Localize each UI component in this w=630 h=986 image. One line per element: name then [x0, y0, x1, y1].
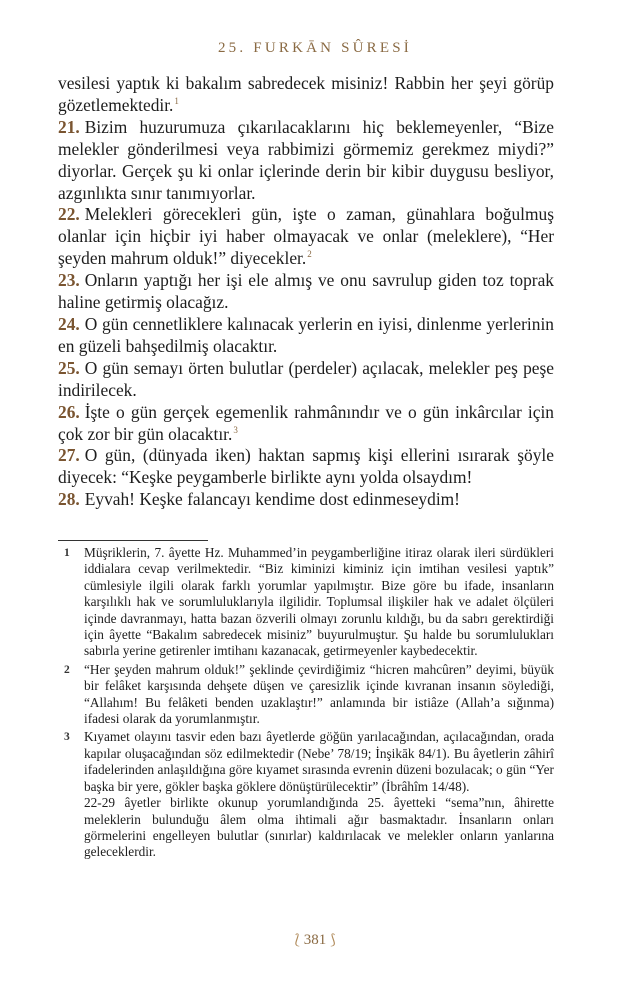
footnote-paragraph: Kıyamet olayını tasvir eden bazı âyetlerde göğün yarılacağından, açılacağından, orada kapılar oluşacağından söz edilmektedir (Nebe’ 78/19; İnşikāk 84/1). Bu âyetlerin zâhirî ifadelerinden anlaşıldığına göre kıyamet sırasında evrenin düzeni bozulacak; o gün “Yer başka bir yere, gökler başka göklere dönüştürülecektir” (İbrâhîm 14/48). [84, 729, 554, 794]
footnote-number: 3 [64, 731, 70, 744]
footnote-ref[interactable]: 3 [233, 424, 238, 435]
verse-number: 28. [58, 489, 80, 510]
verse [58, 358, 554, 402]
verse-text: İşte o gün gerçek egemenlik rahmânındır ve o gün inkârcılar için çok zor bir gün olacaktır. [58, 401, 554, 444]
verse-body [58, 73, 554, 511]
footnote [58, 729, 554, 860]
footnote-text [84, 545, 554, 660]
verse-number: 22. [58, 204, 80, 225]
footnotes [58, 545, 554, 863]
verse-number: 24. [58, 313, 80, 334]
footnote [58, 662, 554, 728]
footnote-text [84, 662, 554, 728]
verse-text: Onların yaptığı her işi ele almış ve onu savrulup giden toz toprak haline getirmiş olacağız. [58, 270, 554, 313]
verse-number: 25. [58, 357, 80, 378]
verse-text: O gün cennetliklere kalınacak yerlerin en iyisi, dinlenme yerlerinin en güzeli bahşedilmiş olacaktır. [58, 313, 554, 356]
footnote-paragraph: “Her şeyden mahrum olduk!” şeklinde çevirdiğimiz “hicren mahcûren” deyimi, büyük bir felâket karşısında dehşete düşen ve çaresizlik içinde kıvranan insanın söylediği, “Allahım! Bu felâketi benden uzaklaştır!” anlamında bir istiâze (Allah’a sığınma) ifadesi olarak da yorumlanmıştır. [84, 661, 554, 727]
footnote-ref[interactable]: 1 [174, 96, 179, 107]
verse-list [58, 117, 554, 511]
verse-number: 23. [58, 270, 80, 291]
verse [58, 204, 554, 270]
verse-number: 21. [58, 116, 80, 137]
footnote-number: 1 [64, 547, 70, 559]
right-ornament-icon: ⟆ [330, 933, 336, 948]
verse-text: Melekleri görecekleri gün, işte o zaman, günahlara boğulmuş olanlar için hiçbir iyi haber olmayacak ve onlar (meleklere), “Her şeyden mahrum olduk!” diyecekler. [58, 204, 554, 269]
verse-text: Eyvah! Keşke falancayı kendime dost edinmeseydim! [84, 489, 460, 510]
verse [58, 314, 554, 358]
intro-text: vesilesi yaptık ki bakalım sabredecek misiniz! Rabbin her şeyi görüp gözetlemektedir.$^1$ [58, 73, 554, 115]
verse-number: 27. [58, 445, 80, 466]
running-header: 25. FURKĀN SÛRESİ [217, 40, 412, 56]
verse [58, 270, 554, 314]
verse [58, 445, 554, 489]
left-ornament-icon: ⟅ [294, 933, 300, 948]
footnote [58, 545, 554, 660]
verse [58, 489, 554, 511]
footnote-ref[interactable]: 2 [307, 249, 312, 260]
verse-text: Bizim huzurumuza çıkarılacaklarını hiç beklemeyenler, “Bize melekler gönderilmesi veya rabbimizi görmemiz gerekmez miydi?” diyorlar. Gerçek şu ki onlar içlerinde derin bir kibir duygusu besliyor, azgınlıkta sınır tanımıyorlar. [58, 116, 554, 203]
verse [58, 117, 554, 205]
footnote-text [84, 729, 554, 860]
page-number [0, 932, 630, 949]
footnote-paragraph: 22-29 âyetler birlikte okunup yorumlandığında 25. âyetteki “sema”nın, âhirette meleklerin bulunduğu âlem olma ihtimali ağır basmaktadır. İnsanların onları görmelerini engelleyen bulutlar (sınırlar) kaldırılacak ve melekler onların yanlarına geleceklerdir. [84, 795, 554, 860]
footnote-paragraph: Müşriklerin, 7. âyette Hz. Muhammed’in peygamberliğine itiraz olarak ileri sürdükleri iddialara cevap verilmektedir. “Biz kiminizi kiminiz için imtihan vesilesi yaptık” cümlesiyle ilgili olarak farklı yorumlar yapılmıştır. Bize göre bu ifade, insanların karşılıklı hak ve sorumluluklarıyla ilgilidir. Toplumsal ilişkiler hak ve adalet ölçüleri içinde davranmayı, hatta bazan özverili olmayı zorunlu kıldığı, bu da sabrı gerektirdiği için âyette “Bakalım sabredecek misiniz” buyurulmuştur. Şu halde bu sorumlulukları sabırla yerine getirenler imtihanı kazanacak, getirmeyenler kaybedecektir. [84, 545, 554, 659]
page-number-value: 381 [303, 932, 327, 948]
verse [58, 402, 554, 446]
footnote-number: 2 [64, 663, 70, 676]
verse-text: O gün, (dünyada iken) haktan sapmış kişi ellerini ısırarak şöyle diyecek: “Keşke peygamberle birlikte aynı yolda olsaydım! [58, 445, 554, 488]
verse-text: O gün semayı örten bulutlar (perdeler) açılacak, melekler peş peşe indirilecek. [58, 357, 554, 400]
verse-number: 26. [58, 401, 80, 422]
footnote-separator [58, 540, 208, 541]
